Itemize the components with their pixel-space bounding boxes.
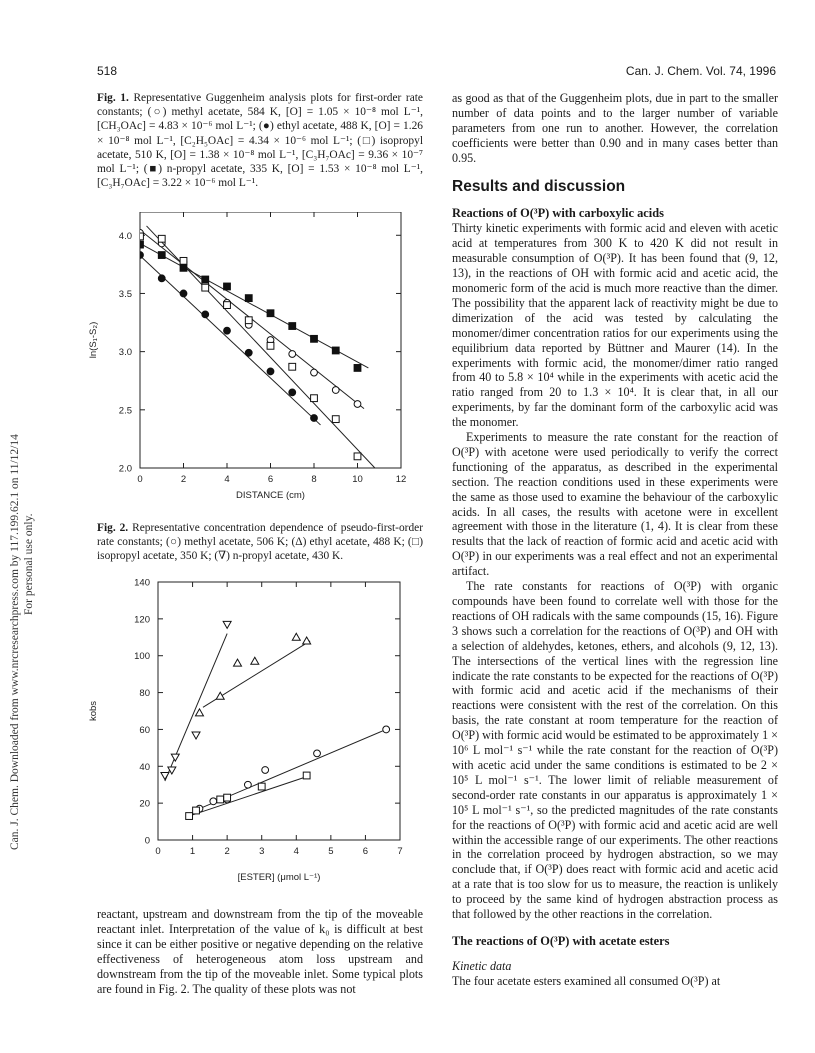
y-tick-label: 120	[134, 614, 150, 626]
data-point	[137, 252, 144, 259]
data-point	[354, 365, 361, 372]
fig2-chart	[84, 572, 420, 890]
right-paragraph-0: as good as that of the Guggenheim plots, due in part to the smaller number of data points and to the larger number of variable parameters from one run to another. However, the correlation coefficients were better than 0.90 and in many cases better than 0.95.	[452, 91, 778, 165]
data-point	[245, 349, 252, 356]
data-point	[311, 415, 318, 422]
series-group	[161, 621, 390, 819]
data-point	[161, 773, 169, 780]
data-point	[223, 621, 231, 628]
data-point	[244, 781, 251, 788]
data-point	[311, 335, 318, 342]
x-tick-label: 5	[328, 846, 334, 857]
x-tick-label: 3	[259, 846, 265, 857]
data-point	[251, 657, 259, 664]
y-tick-label: 60	[139, 724, 150, 736]
data-point	[267, 310, 274, 317]
x-tick-label: 7	[397, 846, 403, 857]
fig1-caption	[97, 91, 423, 190]
data-point	[332, 416, 339, 423]
data-point	[311, 395, 318, 402]
y-axis-label: kobs	[88, 700, 99, 722]
download-sidebar	[8, 250, 48, 850]
data-point	[180, 264, 187, 271]
x-tick-label: 10	[352, 474, 363, 485]
x-tick-label: 12	[395, 474, 407, 485]
data-point	[292, 633, 300, 640]
y-tick-label: 3.0	[118, 347, 132, 359]
right-paragraph-2: Experiments to measure the rate constant for the reaction of O(³P) with acetone were used periodically to verify the correct functioning of the apparatus, as described in the experimental section. The reaction conditions used in these experiments were the same as those used to examine the behaviour of the carboxylic acids. In all cases, the results with acetone were in excellent agreement with those in the literature (1, 4). It is clear from these results that the lack of reaction of formic acid and acetic acid with O(³P) in our experiments was a real effect and not an experimental artifact.	[452, 430, 778, 579]
x-tick-label: 8	[311, 474, 317, 485]
data-point	[383, 726, 390, 733]
right-paragraph-4: The four acetate esters examined all consumed O(³P) at	[452, 973, 721, 988]
y-tick-label: 80	[139, 688, 150, 700]
x-tick-label: 4	[293, 846, 299, 857]
y-tick-label: 4.0	[118, 230, 132, 242]
y-tick-label: 140	[134, 577, 150, 589]
x-tick-label: 6	[362, 846, 369, 857]
right-paragraph-1: Thirty kinetic experiments with formic acid and eleven with acetic acid at temperatures from 300 K to 420 K did not result in measurable consumption of O(³P). It has been found that (9, 12, 13), in the reactions of OH with formic acid and acetic acid, the monomeric form of the acid is much more reactive than the dimer. The possibility that the apparent lack of reactivity might be due to dimerization of the acid was tested by calculating the monomer/dimer concentration ratios for our experiments using the equilibrium data reported by Büttner and Maurer (14). In the experiments with formic acid, the monomer/dimer ratio ranged from 40 to 5.8 × 10⁴ while in the experiments with acetic acid the ratio ranged from 20 to 1.3 × 10⁴. It is clear that, in all our experiments, by far the dominant form of the carboxylic acid was the monomer.	[452, 221, 778, 430]
journal-header: Can. J. Chem. Vol. 74, 1996	[625, 64, 776, 78]
subsubsection-heading: Kinetic data	[452, 958, 512, 973]
data-point	[245, 317, 252, 324]
data-point	[224, 302, 231, 309]
page-number: 518	[97, 64, 118, 78]
series-group	[129, 221, 375, 468]
fig2-caption	[97, 521, 423, 564]
data-point	[137, 233, 144, 240]
x-tick-label: 4	[224, 474, 230, 485]
data-point	[192, 732, 200, 739]
x-tick-label: 6	[267, 474, 274, 485]
fig2-caption-label: Fig. 2.	[97, 522, 129, 534]
x-tick-label: 1	[189, 846, 196, 857]
data-point	[137, 241, 144, 248]
data-point	[258, 783, 265, 790]
fig2-caption-text: Representative concentration dependence of pseudo-first-order rate constants; (○) methyl acetate, 506 K; (Δ) ethyl acetate, 488 K; (□) isopropyl acetate, 350 K; (∇) n-propyl acetate, 430 K.	[97, 522, 423, 563]
fit-line	[129, 221, 364, 408]
fig1-caption-text: Representative Guggenheim analysis plots for first-order rate constants; (○) methyl acetate, 584 K, [O] = 1.05 × 10⁻⁸ mol L⁻¹, [CH₃OAc] = 4.83 × 10⁻⁶ mol L⁻¹; (●) ethyl acetate, 488 K, [O] = 1.26 × 10⁻⁸ mol L⁻¹, [C₂H₅OAc] = 4.34 × 10⁻⁶ mol L⁻¹; (□) isopropyl acetate, 510 K, [O] = 1.38 × 10⁻⁸ mol L⁻¹, [C₃H₇OAc] = 9.36 × 10⁻⁷ mol L⁻¹; (■) n-propyl acetate, 335 K, [O] = 1.53 × 10⁻⁸ mol L⁻¹, [C₃H₇OAc] = 3.22 × 10⁻⁶ mol L⁻¹.	[97, 92, 423, 190]
left-column-text	[97, 907, 423, 996]
data-point	[180, 257, 187, 264]
download-notice: Can. J. Chem. Downloaded from www.nrcresearchpress.com by 117.199.62.1 on 11/12/14	[9, 434, 21, 850]
data-point	[267, 368, 274, 375]
y-tick-label: 3.5	[118, 288, 132, 300]
data-point	[217, 796, 224, 803]
data-point	[224, 794, 231, 801]
x-tick-label: 0	[137, 474, 143, 485]
y-tick-label: 2.5	[118, 405, 132, 417]
data-point	[180, 290, 187, 297]
data-point	[186, 813, 193, 820]
fig1-caption-label: Fig. 1.	[97, 92, 129, 104]
data-point	[332, 387, 339, 394]
data-point	[158, 252, 165, 259]
data-point	[262, 767, 269, 774]
x-axis-label: [ESTER] (μmol L⁻¹)	[237, 872, 321, 883]
y-axis-label: ln(S₁-S₂)	[88, 321, 99, 359]
y-tick-label: 100	[134, 651, 150, 663]
data-point	[289, 363, 296, 370]
data-point	[311, 369, 318, 376]
data-point	[289, 351, 296, 358]
data-point	[202, 311, 209, 318]
data-point	[289, 389, 296, 396]
data-point	[314, 750, 321, 757]
data-point	[234, 659, 242, 666]
data-point	[303, 637, 311, 644]
data-point	[245, 295, 252, 302]
right-column-text	[452, 91, 778, 989]
data-point	[193, 807, 200, 814]
data-point	[332, 347, 339, 354]
x-axis-label: DISTANCE (cm)	[236, 490, 305, 501]
section-heading: Results and discussion	[452, 177, 626, 195]
data-point	[289, 323, 296, 330]
subsection-heading-carboxylic: Reactions of O(³P) with carboxylic acids	[452, 206, 664, 221]
data-point	[171, 754, 179, 761]
y-tick-label: 2.0	[118, 463, 132, 475]
data-point	[224, 327, 231, 334]
personal-use-notice: For personal use only.	[23, 513, 35, 615]
data-point	[303, 772, 310, 779]
data-point	[158, 275, 165, 282]
data-point	[224, 283, 231, 290]
x-tick-label: 2	[180, 474, 187, 485]
data-point	[202, 276, 209, 283]
data-point	[210, 798, 217, 805]
subsection-heading-esters: The reactions of O(³P) with acetate esters	[452, 933, 670, 948]
y-tick-label: 0	[144, 835, 150, 847]
data-point	[195, 709, 203, 716]
x-tick-label: 0	[155, 846, 161, 857]
fig1-chart	[84, 212, 420, 508]
x-tick-label: 2	[224, 846, 230, 857]
data-point	[202, 284, 209, 291]
y-tick-label: 40	[139, 761, 150, 773]
y-tick-label: 20	[139, 798, 150, 810]
left-paragraph: reactant, upstream and downstream from the tip of the moveable reactant inlet. Interpretation of the value of k₀ is difficult at best since it can be either positive or negative depending on the relative effectiveness of heterogeneous atom loss upstream and downstream from the tip of the moveable inlet. Some typical plots are found in Fig. 2. The quality of these plots was not	[97, 907, 423, 996]
data-point	[216, 692, 224, 699]
data-point	[354, 453, 361, 460]
data-point	[267, 342, 274, 349]
data-point	[158, 235, 165, 242]
right-paragraph-3: The rate constants for reactions of O(³P) with organic compounds have been found to correlate well with those for the reactions of OH radicals with the same compounds (15, 16). Figure 3 shows such a correlation for the reactions of O(³P) and OH with a selection of aldehydes, ketones, ethers, and alcohols (9, 12, 13). The intersections of the vertical lines with the regression line indicate the rate constants to be expected for the reactions of O(³P) with formic acid and acetic acid if the mechanisms of their reactions were consistent with the rest of the correlation. On this basis, the rate constant at room temperature for the reaction of O(³P) with formic acid would be estimated to be approximately 1 × 10⁶ L mol⁻¹ s⁻¹ while the rate constant for the reaction of O(³P) with acetic acid under the same conditions is estimated to be 2 × 10⁵ L mol⁻¹ s⁻¹. The lower limit of reliable measurement of second-order rate constants in our apparatus is approximately 1 × 10⁵ L mol⁻¹ s⁻¹, so the predicted magnitudes of the rate constants for the reactions of O(³P) with formic acid and acetic acid are well within the accessible range of our experiments. The other reactions in the correlation proceed by hydrogen abstraction, so we may conclude that, if O(³P) does react with formic acid and acetic acid at a rate that is too slow for us to measure, the reaction is unlikely to proceed by the same kind of hydrogen abstraction process as that followed by the other reactions in the correlation.	[452, 579, 778, 922]
data-point	[354, 401, 361, 408]
